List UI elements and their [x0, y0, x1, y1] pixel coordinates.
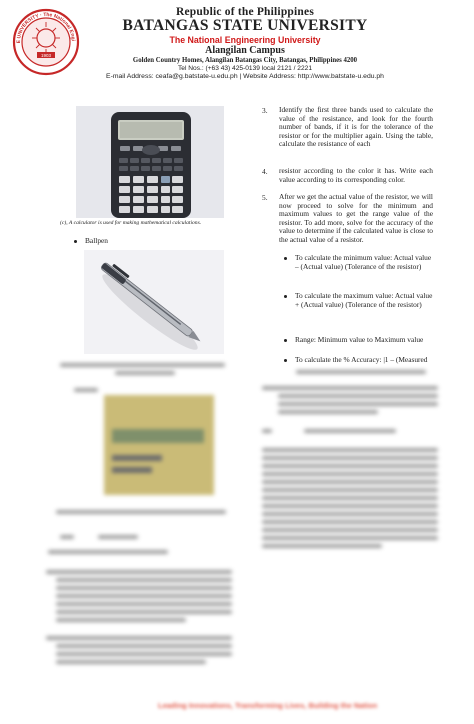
letterhead [80, 6, 410, 80]
ballpen-photo [84, 250, 224, 354]
bullet-dot [74, 240, 77, 243]
formula-max [284, 292, 434, 309]
seal-ring-text: E UNIVERSITY · The National Engi [15, 11, 76, 44]
campus-address: Golden Country Homes, Alangilan Batangas City, Batangas, Philippines 4200 [132, 57, 358, 64]
bullet-dot [284, 359, 287, 362]
step-4-number: 4. [262, 167, 268, 176]
footer-tagline: Leading Innovations, Transforming Lives, Building the Nation [158, 701, 378, 710]
ballpen-label: Ballpen [85, 236, 108, 245]
blurred-figure-photo [104, 395, 214, 495]
bullet-dot [284, 257, 287, 260]
formula-max-text: To calculate the maximum value: Actual value + (Actual value) (Tolerance of the resistor) [295, 291, 433, 309]
bullet-dot [284, 295, 287, 298]
formula-range [284, 336, 434, 345]
blurred-step-1 [46, 566, 232, 626]
formula-min [284, 254, 434, 271]
telephone-line: Tel Nos.: (+63 43) 425-0139 local 2121 / 2221 [178, 65, 312, 72]
university-name: BATANGAS STATE UNIVERSITY [122, 17, 368, 34]
blurred-results-paragraph [262, 444, 438, 552]
blurred-results-heading [262, 424, 438, 442]
blurred-caption [60, 359, 230, 379]
calculator-photo [76, 106, 224, 218]
blurred-step-2 [46, 632, 232, 668]
contact-line: E-mail Address: ceafa@g.batstate-u.edu.ph | Website Address: http://www.batstate-u.edu.ph [106, 73, 384, 80]
ballpen-bullet [74, 237, 234, 246]
blurred-accuracy-continuation [296, 366, 436, 378]
seal-year: 1903 [40, 53, 52, 58]
formula-accuracy [284, 356, 434, 365]
formula-min-text: To calculate the minimum value: Actual value – (Actual value) (Tolerance of the resistor) [295, 253, 432, 271]
blurred-figure-caption [56, 506, 232, 518]
formula-range-text: Range: Minimum value to Maximum value [295, 335, 424, 344]
blurred-step-6 [262, 382, 438, 418]
step-3-text: Identify the first three bands used to calculate the value of the resistance, and look for the fourth number of bands, if it is for the tolerance of the resistor or for the multiplier again. Using the table, calculate the resistance of each [279, 105, 433, 149]
campus-name: Alangilan Campus [205, 45, 285, 56]
university-seal-logo [12, 8, 80, 76]
blurred-subheading [48, 546, 228, 558]
step-3-number: 3. [262, 106, 268, 115]
step-5-number: 5. [262, 193, 268, 202]
formula-accuracy-text: To calculate the % Accuracy: |1 – (Measured [295, 355, 428, 364]
step-5-text: After we get the actual value of the resistor, we will now proceed to solve for the minimum and maximum values to get the range value of the resistor. To add more, solve for the accuracy of the value to determine if the calculated value is close to the actual value of a resistor. [279, 192, 433, 244]
step-4-text: resistor according to the color it has. Write each value according to its corresponding color. [279, 166, 433, 184]
republic-line: Republic of the Philippines [176, 6, 314, 18]
university-tagline: The National Engineering University [169, 35, 321, 45]
bullet-dot [284, 339, 287, 342]
calculator-caption: (c), A calculator is used for making mathematical calculations. [60, 220, 202, 226]
